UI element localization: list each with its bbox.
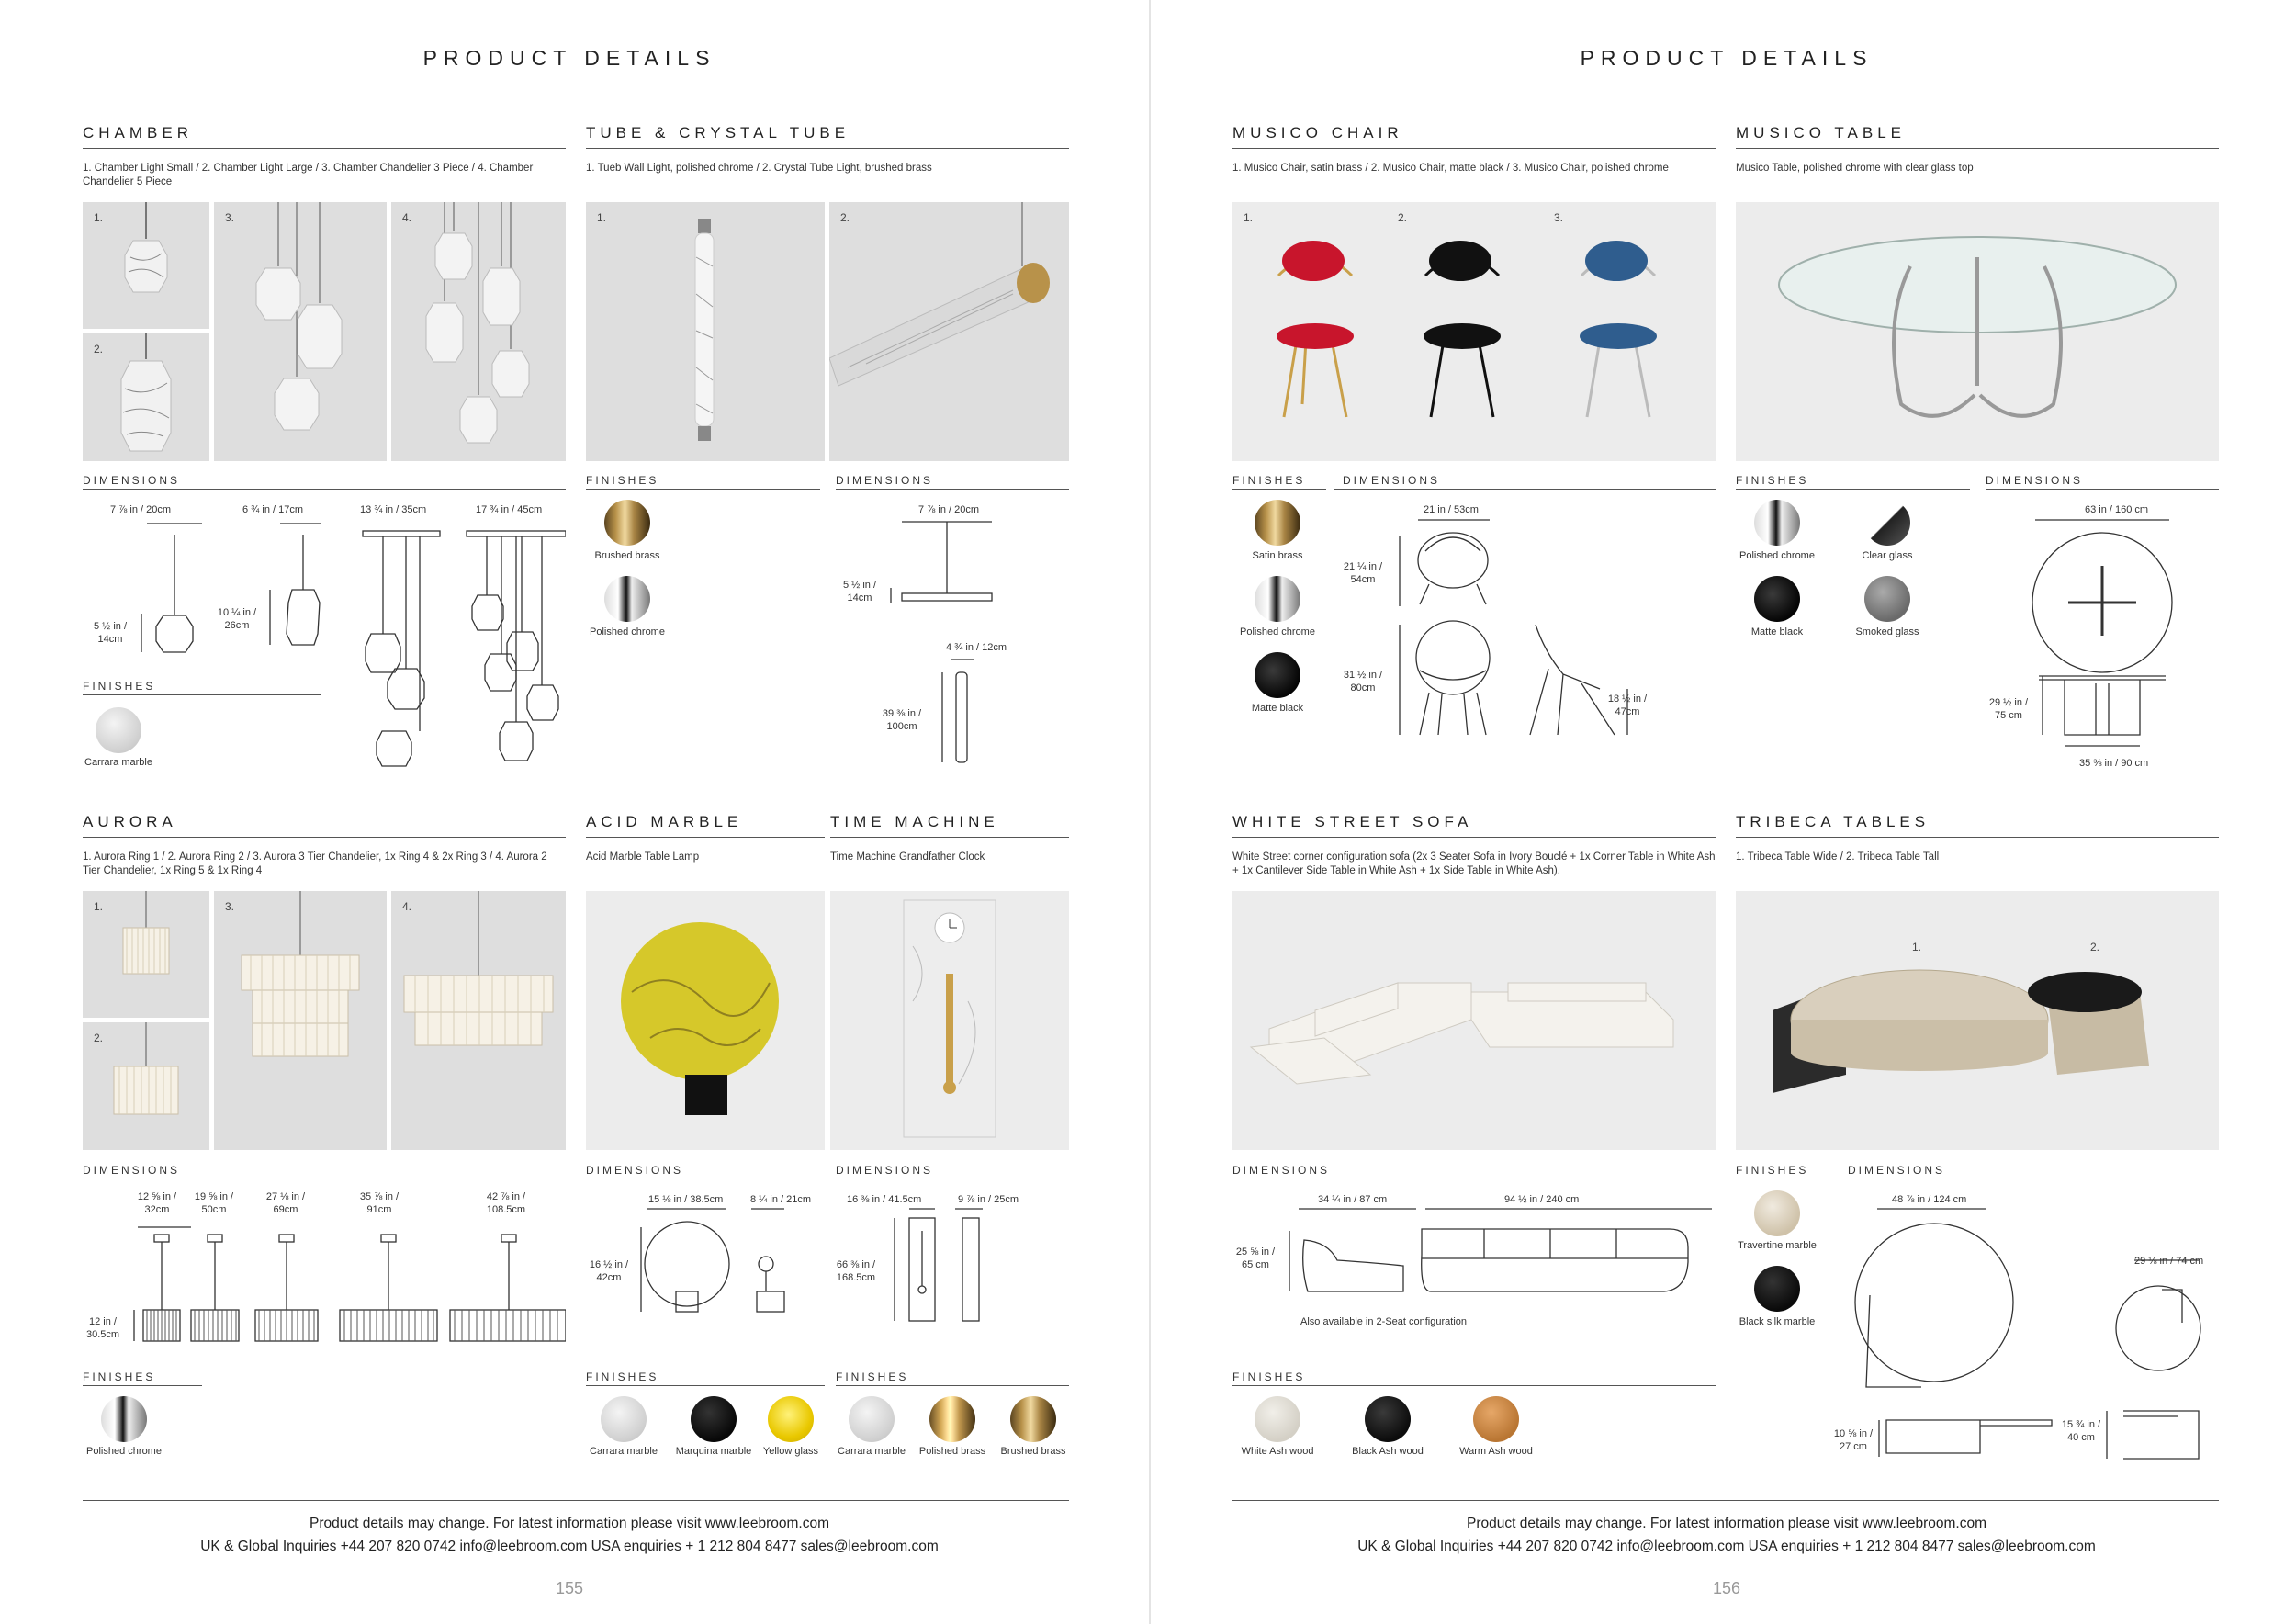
sofa-dim-width-1: 34 ¼ in / 87 cm [1318, 1194, 1388, 1205]
sofa-finishes-rule [1232, 1385, 1716, 1386]
musico-chair-dimensions-rule [1334, 489, 1716, 490]
tube-dimensions-rule [836, 489, 1069, 490]
chamber-image-2: 2. [83, 333, 209, 461]
tube-image-2: 2. [829, 202, 1069, 461]
aurora-dim-5: 42 ⅞ in / 108.5cm [486, 1191, 526, 1215]
aurora-dimension-drawing [83, 1222, 566, 1350]
page-number: 155 [555, 1579, 584, 1597]
black-ash-label: Black Ash wood [1352, 1446, 1424, 1457]
aurora-rule [83, 837, 566, 838]
footer-rule [83, 1500, 1069, 1501]
time-dim-depth: 9 ⅞ in / 25cm [958, 1194, 1019, 1205]
musico-chair-dim-height: 31 ½ in / 80cm [1343, 670, 1383, 694]
chamber-image-3: 3. [214, 202, 387, 461]
chamber-dim-width-4: 17 ¾ in / 45cm [476, 504, 543, 515]
aurora-dim-3: 27 ⅛ in / 69cm [265, 1191, 306, 1215]
acid-dim-height: 16 ½ in / 42cm [589, 1259, 629, 1283]
musico-table-image [1736, 202, 2219, 461]
table-polished-chrome-label: Polished chrome [1739, 550, 1815, 561]
aurora-image-3: 3. [214, 891, 387, 1150]
footer-rule [1232, 1500, 2219, 1501]
time-image [830, 891, 1069, 1150]
table-matte-black-swatch[interactable] [1754, 576, 1800, 622]
carrara-marble-label: Carrara marble [84, 757, 152, 768]
acid-marble-lamp-icon [586, 891, 825, 1150]
black-silk-marble-label: Black silk marble [1739, 1316, 1816, 1327]
time-dim-height: 66 ⅜ in / 168.5cm [836, 1259, 876, 1283]
tribeca-desc: 1. Tribeca Table Wide / 2. Tribeca Table Tall [1736, 851, 1940, 863]
tube-title: TUBE & CRYSTAL TUBE [586, 124, 850, 141]
sofa-finishes-label: FINISHES [1232, 1370, 1306, 1383]
sofa-title: WHITE STREET SOFA [1232, 813, 1473, 830]
carrara-marble-swatch[interactable] [96, 707, 141, 753]
sofa-dim-height: 25 ⅝ in / 65 cm [1235, 1246, 1276, 1270]
footer-disclaimer: Product details may change. For latest information please visit www.leebroom.com [1467, 1516, 1986, 1531]
matte-black-swatch[interactable] [1255, 652, 1300, 698]
tube-wall-light-icon [586, 202, 825, 461]
tribeca-dim-diameter-2: 29 ⅛ in / 74 cm [2134, 1256, 2204, 1267]
aurora-desc: 1. Aurora Ring 1 / 2. Aurora Ring 2 / 3. Aurora 3 Tier Chandelier, 1x Ring 4 & 2x Ring 3 / 4. Aurora 2 Tier Chandelier, 1x Ring 5 & 1x Ring 4 [83, 851, 547, 876]
aurora-polished-chrome-label: Polished chrome [86, 1446, 162, 1457]
acid-rule [586, 837, 825, 838]
aurora-polished-chrome-swatch[interactable] [101, 1396, 147, 1442]
tribeca-title: TRIBECA TABLES [1736, 813, 1930, 830]
time-carrara-marble-label: Carrara marble [838, 1446, 906, 1457]
musico-table-dimension-drawing [1986, 514, 2219, 755]
aurora-2-tier-icon [391, 891, 566, 1150]
tube-dimensions-label: DIMENSIONS [836, 474, 934, 487]
time-finishes-rule [836, 1385, 1069, 1386]
time-dimension-drawing [836, 1203, 1069, 1332]
musico-table-finishes-label: FINISHES [1736, 474, 1809, 487]
white-street-sofa-icon [1232, 891, 1716, 1150]
musico-table-title: MUSICO TABLE [1736, 124, 1907, 141]
aurora-title: AURORA [83, 813, 177, 830]
page-spine [1149, 0, 1151, 1624]
chamber-dimensions-label: DIMENSIONS [83, 474, 181, 487]
marquina-marble-label: Marquina marble [675, 1446, 752, 1457]
chamber-finishes-rule [83, 694, 321, 695]
time-rule [830, 837, 1069, 838]
travertine-marble-label: Travertine marble [1738, 1240, 1817, 1251]
aurora-dim-2: 19 ⅝ in / 50cm [194, 1191, 234, 1215]
tribeca-dim-diameter-1: 48 ⅞ in / 124 cm [1892, 1194, 1967, 1205]
white-ash-swatch[interactable] [1255, 1396, 1300, 1442]
sofa-rule [1232, 837, 1716, 838]
aurora-finishes-rule [83, 1385, 202, 1386]
time-desc: Time Machine Grandfather Clock [830, 851, 985, 863]
warm-ash-swatch[interactable] [1473, 1396, 1519, 1442]
tube-dim-length: 39 ⅜ in / 100cm [882, 708, 922, 732]
chamber-dim-width-2: 6 ¾ in / 17cm [242, 504, 304, 515]
acid-title: ACID MARBLE [586, 813, 743, 830]
acid-dimensions-label: DIMENSIONS [586, 1164, 684, 1177]
grandfather-clock-icon [830, 891, 1069, 1150]
chamber-dim-width-1: 7 ⅞ in / 20cm [110, 504, 172, 515]
tube-dim-width-2: 4 ¾ in / 12cm [946, 642, 1007, 653]
musico-chair-dim-seat: 18 ½ in / 47cm [1607, 694, 1648, 717]
time-brushed-brass-label: Brushed brass [1000, 1446, 1066, 1457]
sofa-desc: White Street corner configuration sofa (2x 3 Seater Sofa in Ivory Bouclé + 1x Corner Table in White Ash + 1x Cantilever Side Table in White Ash + 1x Side Table in White Ash). [1232, 851, 1716, 876]
acid-desc: Acid Marble Table Lamp [586, 851, 700, 863]
clear-glass-swatch[interactable] [1864, 500, 1910, 546]
yellow-glass-swatch[interactable] [768, 1396, 814, 1442]
aurora-dim-1: 12 ⅝ in / 32cm [137, 1191, 177, 1215]
chamber-title: CHAMBER [83, 124, 194, 141]
footer-contact: UK & Global Inquiries +44 207 820 0742 info@leebroom.com USA enquiries + 1 212 804 8477 sales@leebroom.com [1357, 1539, 2096, 1554]
aurora-dim-height: 12 in / 30.5cm [85, 1316, 120, 1340]
aurora-dimensions-label: DIMENSIONS [83, 1164, 181, 1177]
musico-chair-image: 1. 2. 3. [1232, 202, 1716, 461]
chamber-rule [83, 148, 566, 149]
aurora-3-tier-icon [214, 891, 387, 1150]
tribeca-rule [1736, 837, 2219, 838]
musico-chair-desc: 1. Musico Chair, satin brass / 2. Musico Chair, matte black / 3. Musico Chair, polished chrome [1232, 163, 1669, 174]
aurora-dim-4: 35 ⅞ in / 91cm [359, 1191, 400, 1215]
chamber-desc: 1. Chamber Light Small / 2. Chamber Light Large / 3. Chamber Chandelier 3 Piece / 4. Chamber Chandelier 5 Piece [83, 163, 534, 187]
aurora-image-2: 2. [83, 1022, 209, 1150]
tube-dimension-drawing [836, 514, 1069, 772]
chamber-dimensions-rule [83, 489, 566, 490]
matte-black-label: Matte black [1251, 703, 1304, 714]
chamber-dim-height-2: 10 ¼ in / 26cm [217, 607, 257, 631]
page-title: PRODUCT DETAILS [1580, 46, 1874, 70]
tribeca-dim-height-2: 15 ¾ in / 40 cm [2061, 1419, 2101, 1443]
time-dim-width: 16 ⅜ in / 41.5cm [847, 1194, 922, 1205]
acid-carrara-marble-swatch[interactable] [601, 1396, 647, 1442]
tribeca-dimensions-label: DIMENSIONS [1848, 1164, 1946, 1177]
acid-finishes-rule [586, 1385, 825, 1386]
musico-chair-dim-width: 21 in / 53cm [1424, 504, 1479, 515]
tribeca-dim-height-1: 10 ⅝ in / 27 cm [1833, 1428, 1874, 1452]
chamber-image-4: 4. [391, 202, 566, 461]
time-finishes-label: FINISHES [836, 1370, 909, 1383]
satin-brass-label: Satin brass [1252, 550, 1303, 561]
musico-chair-dim-depth: 21 ¼ in / 54cm [1343, 561, 1383, 585]
tribeca-tables-icon [1736, 891, 2219, 1150]
musico-table-icon [1736, 202, 2219, 461]
sofa-dimension-drawing [1232, 1203, 1716, 1314]
chair-polished-chrome-swatch[interactable] [1255, 576, 1300, 622]
polished-chrome-label: Polished chrome [590, 626, 665, 637]
marquina-marble-swatch[interactable] [691, 1396, 737, 1442]
musico-table-desc: Musico Table, polished chrome with clear glass top [1736, 163, 1974, 174]
musico-table-dim-diameter: 63 in / 160 cm [2085, 504, 2149, 515]
polished-brass-label: Polished brass [918, 1446, 986, 1457]
white-ash-label: White Ash wood [1241, 1446, 1314, 1457]
chamber-finishes-label: FINISHES [83, 680, 156, 693]
musico-chair-dimension-drawing [1334, 514, 1716, 744]
musico-chair-title: MUSICO CHAIR [1232, 124, 1403, 141]
crystal-tube-light-icon [829, 202, 1069, 461]
chamber-chandelier-5-icon [391, 202, 566, 461]
footer-disclaimer: Product details may change. For latest information please visit www.leebroom.com [310, 1516, 829, 1531]
time-brushed-brass-swatch[interactable] [1010, 1396, 1056, 1442]
clear-glass-label: Clear glass [1862, 550, 1913, 561]
musico-table-dimensions-label: DIMENSIONS [1986, 474, 2084, 487]
time-title: TIME MACHINE [830, 813, 999, 830]
page-left [0, 0, 1139, 1624]
black-silk-marble-swatch[interactable] [1754, 1266, 1800, 1312]
acid-dim-width: 15 ⅛ in / 38.5cm [648, 1194, 724, 1205]
tribeca-image: 1. 2. [1736, 891, 2219, 1150]
acid-finishes-label: FINISHES [586, 1370, 659, 1383]
musico-chair-rule [1232, 148, 1716, 149]
tube-dim-height: 5 ½ in / 14cm [842, 580, 877, 603]
polished-brass-swatch[interactable] [929, 1396, 975, 1442]
tribeca-finishes-label: FINISHES [1736, 1164, 1809, 1177]
tube-finishes-rule [586, 489, 820, 490]
chamber-chandelier-3-icon [214, 202, 387, 461]
musico-table-dim-height: 29 ½ in / 75 cm [1988, 697, 2029, 721]
tribeca-dimension-drawing [1839, 1203, 2219, 1470]
brushed-brass-label: Brushed brass [594, 550, 660, 561]
acid-dim-depth: 8 ¼ in / 21cm [750, 1194, 812, 1205]
musico-table-dim-base: 35 ⅜ in / 90 cm [2079, 758, 2149, 769]
aurora-finishes-label: FINISHES [83, 1370, 156, 1383]
smoked-glass-label: Smoked glass [1855, 626, 1919, 637]
musico-chairs-icon [1232, 202, 1716, 461]
tube-dim-width: 7 ⅞ in / 20cm [918, 504, 980, 515]
chamber-dim-height-1: 5 ½ in / 14cm [93, 621, 128, 645]
chamber-dim-width-3: 13 ¾ in / 35cm [360, 504, 427, 515]
musico-chair-finishes-rule [1232, 489, 1326, 490]
sofa-note: Also available in 2-Seat configuration [1300, 1316, 1468, 1327]
time-carrara-marble-swatch[interactable] [849, 1396, 895, 1442]
table-polished-chrome-swatch[interactable] [1754, 500, 1800, 546]
brushed-brass-swatch[interactable] [604, 500, 650, 546]
tube-finishes-label: FINISHES [586, 474, 659, 487]
aurora-image-1: 1. [83, 891, 209, 1018]
acid-carrara-marble-label: Carrara marble [590, 1446, 658, 1457]
time-dimensions-label: DIMENSIONS [836, 1164, 934, 1177]
page-right [1157, 0, 2296, 1624]
sofa-image [1232, 891, 1716, 1150]
travertine-marble-swatch[interactable] [1754, 1190, 1800, 1236]
musico-chair-dimensions-label: DIMENSIONS [1343, 474, 1441, 487]
page-title: PRODUCT DETAILS [422, 46, 716, 70]
footer-contact: UK & Global Inquiries +44 207 820 0742 info@leebroom.com USA enquiries + 1 212 804 8477 sales@leebroom.com [200, 1539, 939, 1554]
musico-chair-finishes-label: FINISHES [1232, 474, 1306, 487]
tube-desc: 1. Tueb Wall Light, polished chrome / 2. Crystal Tube Light, brushed brass [586, 163, 932, 174]
chamber-image-1: 1. [83, 202, 209, 329]
sofa-dimensions-label: DIMENSIONS [1232, 1164, 1331, 1177]
table-matte-black-label: Matte black [1750, 626, 1804, 637]
aurora-image-4: 4. [391, 891, 566, 1150]
black-ash-swatch[interactable] [1365, 1396, 1411, 1442]
smoked-glass-swatch[interactable] [1864, 576, 1910, 622]
musico-table-rule [1736, 148, 2219, 149]
sofa-dim-width-2: 94 ½ in / 240 cm [1504, 1194, 1580, 1205]
musico-table-finishes-rule [1736, 489, 1970, 490]
satin-brass-swatch[interactable] [1255, 500, 1300, 546]
yellow-glass-label: Yellow glass [762, 1446, 819, 1457]
acid-image [586, 891, 825, 1150]
tube-rule [586, 148, 1069, 149]
page-number: 156 [1712, 1579, 1741, 1597]
polished-chrome-swatch[interactable] [604, 576, 650, 622]
musico-table-dimensions-rule [1986, 489, 2219, 490]
tube-image-1: 1. [586, 202, 825, 461]
warm-ash-label: Warm Ash wood [1459, 1446, 1533, 1457]
chamber-dimension-drawing [83, 514, 566, 772]
acid-dimension-drawing [586, 1203, 825, 1332]
chair-polished-chrome-label: Polished chrome [1240, 626, 1315, 637]
